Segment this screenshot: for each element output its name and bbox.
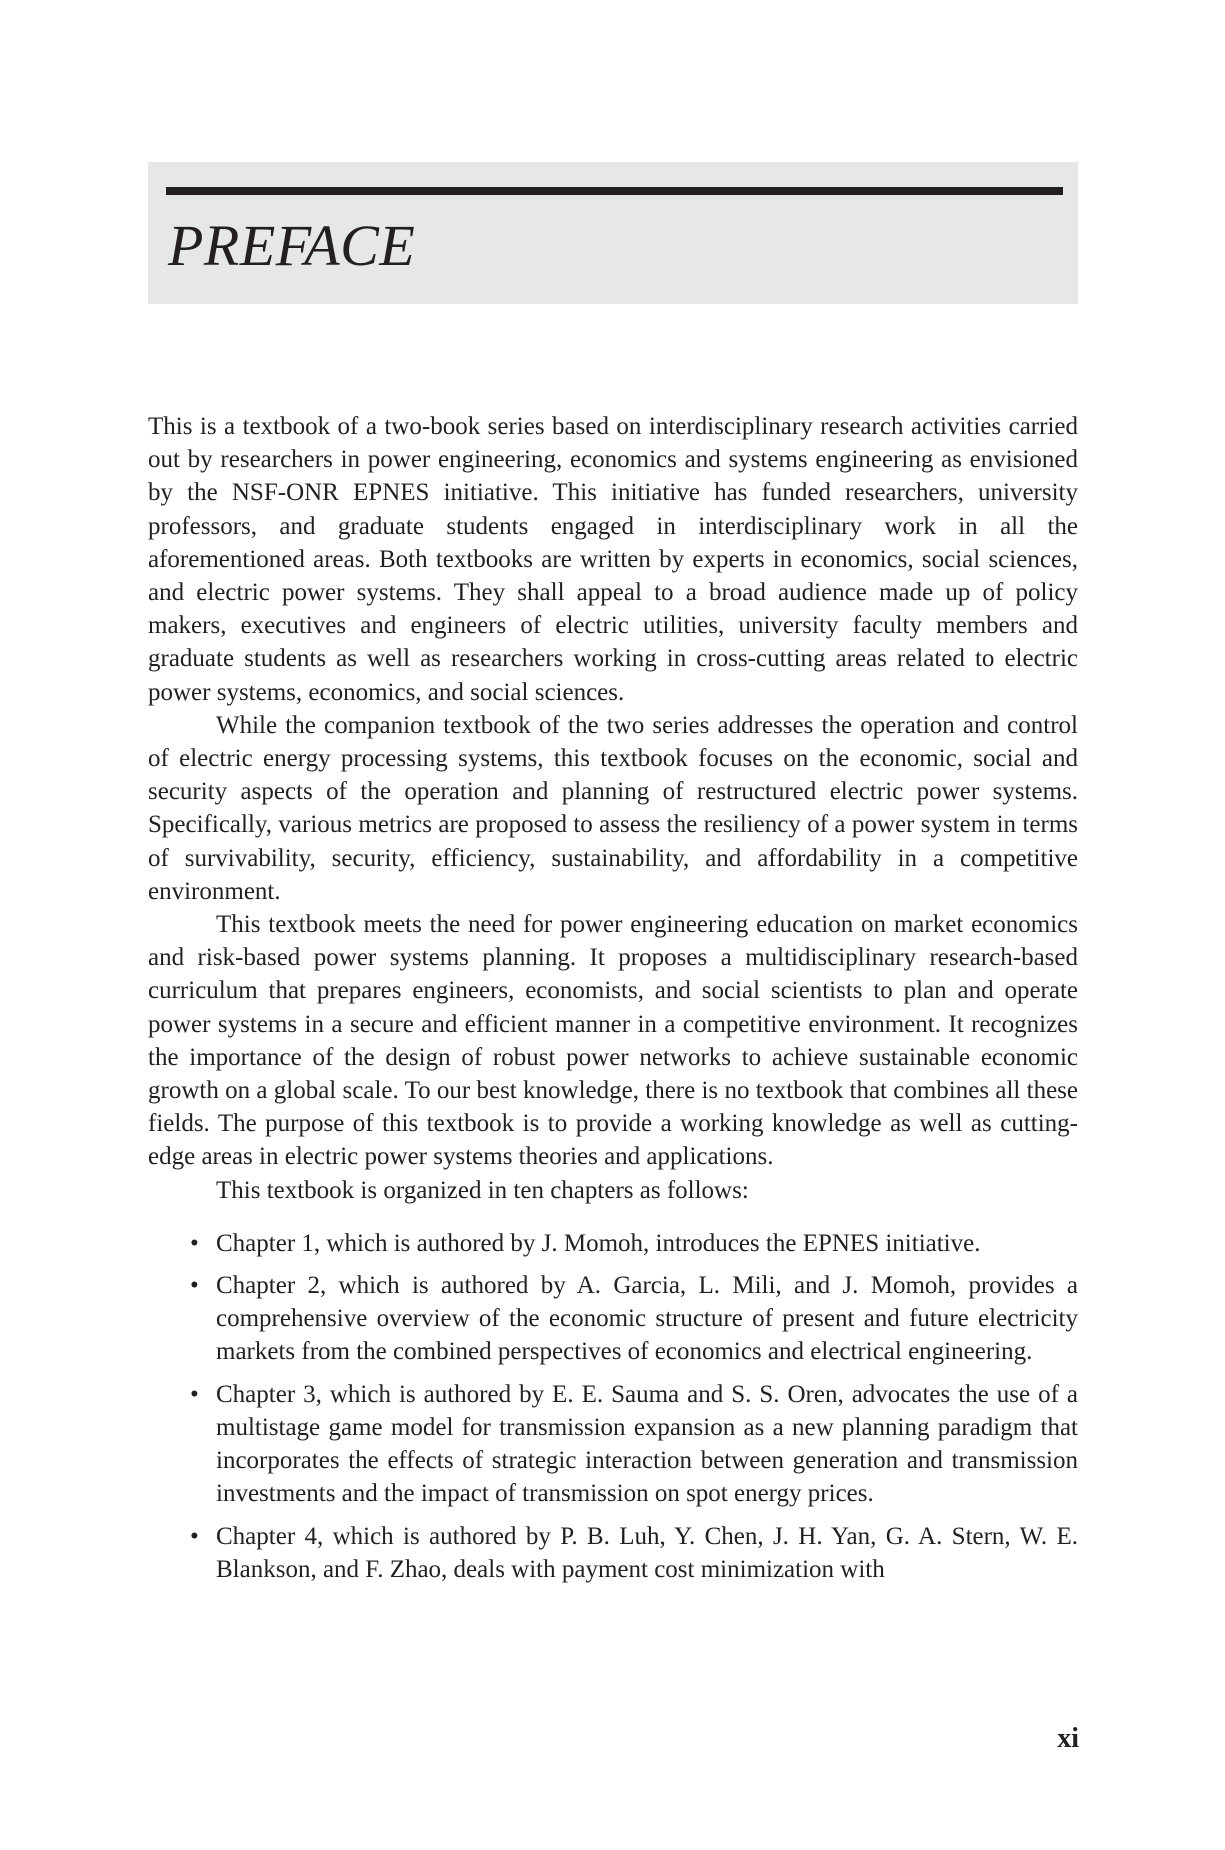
list-item [148, 1269, 1078, 1369]
paragraph: This textbook meets the need for power engineering education on market economics and risk-based power systems planning. It proposes a multidisciplinary research-based curriculum that prepares engineers, economists, and social scientists to plan and operate power systems in a secure and efficient manner in a competitive environment. It recognizes the importance of the design of robust power networks to achieve sustainable economic growth on a global scale. To our best knowledge, there is no textbook that combines all these fields. The purpose of this textbook is to provide a working knowledge as well as cutting-edge areas in electric power systems theories and applications. [148, 911, 1078, 1171]
list-item [148, 1520, 1078, 1586]
list-item [148, 1378, 1078, 1511]
title-rule [166, 187, 1063, 195]
bullet-icon: • [190, 1522, 199, 1550]
list-item [148, 1227, 1078, 1260]
list-item-text: Chapter 1, which is authored by J. Momoh, introduces the EPNES initiative. [216, 1229, 981, 1257]
list-item-text: Chapter 4, which is authored by P. B. Luh, Y. Chen, J. H. Yan, G. A. Stern, W. E. Blankson, and F. Zhao, deals with payment cost minimization with [216, 1522, 1078, 1583]
list-item-text: Chapter 2, which is authored by A. Garcia, L. Mili, and J. Momoh, provides a comprehensive overview of the economic structure of present and future electricity markets from the combined perspectives of economics and electrical engineering. [216, 1272, 1078, 1366]
bullet-icon: • [190, 1272, 199, 1300]
paragraph: This textbook is organized in ten chapters as follows: [216, 1176, 749, 1204]
preface-body [148, 410, 1078, 1595]
page-number: xi [1057, 1723, 1079, 1754]
bullet-icon: • [190, 1229, 199, 1257]
bullet-icon: • [190, 1380, 199, 1408]
list-item-text: Chapter 3, which is authored by E. E. Sauma and S. S. Oren, advocates the use of a multistage game model for transmission expansion as a new planning paradigm that incorporates the effects of strategic interaction between generation and transmission investments and the impact of transmission on spot energy prices. [216, 1380, 1078, 1508]
chapter-list [148, 1227, 1078, 1586]
chapter-title-banner [148, 162, 1078, 304]
paragraph: This is a textbook of a two-book series based on interdisciplinary research activities carried out by researchers in power engineering, economics and systems engineering as envisioned by the NSF-ONR EPNES initiative. This initiative has funded researchers, university professors, and graduate students engaged in interdisciplinary work in all the aforementioned areas. Both textbooks are written by experts in economics, social sciences, and electric power systems. They shall appeal to a broad audience made up of policy makers, executives and engineers of electric utilities, university faculty members and graduate students as well as researchers working in cross-cutting areas related to electric power systems, economics, and social sciences. [148, 413, 1078, 706]
page-title: PREFACE [168, 213, 416, 278]
paragraph: While the companion textbook of the two series addresses the operation and control of electric energy processing systems, this textbook focuses on the economic, social and security aspects of the operation and planning of restructured electric power systems. Specifically, various metrics are proposed to assess the resiliency of a power system in terms of survivability, security, efficiency, sustainability, and affordability in a competitive environment. [148, 711, 1078, 905]
